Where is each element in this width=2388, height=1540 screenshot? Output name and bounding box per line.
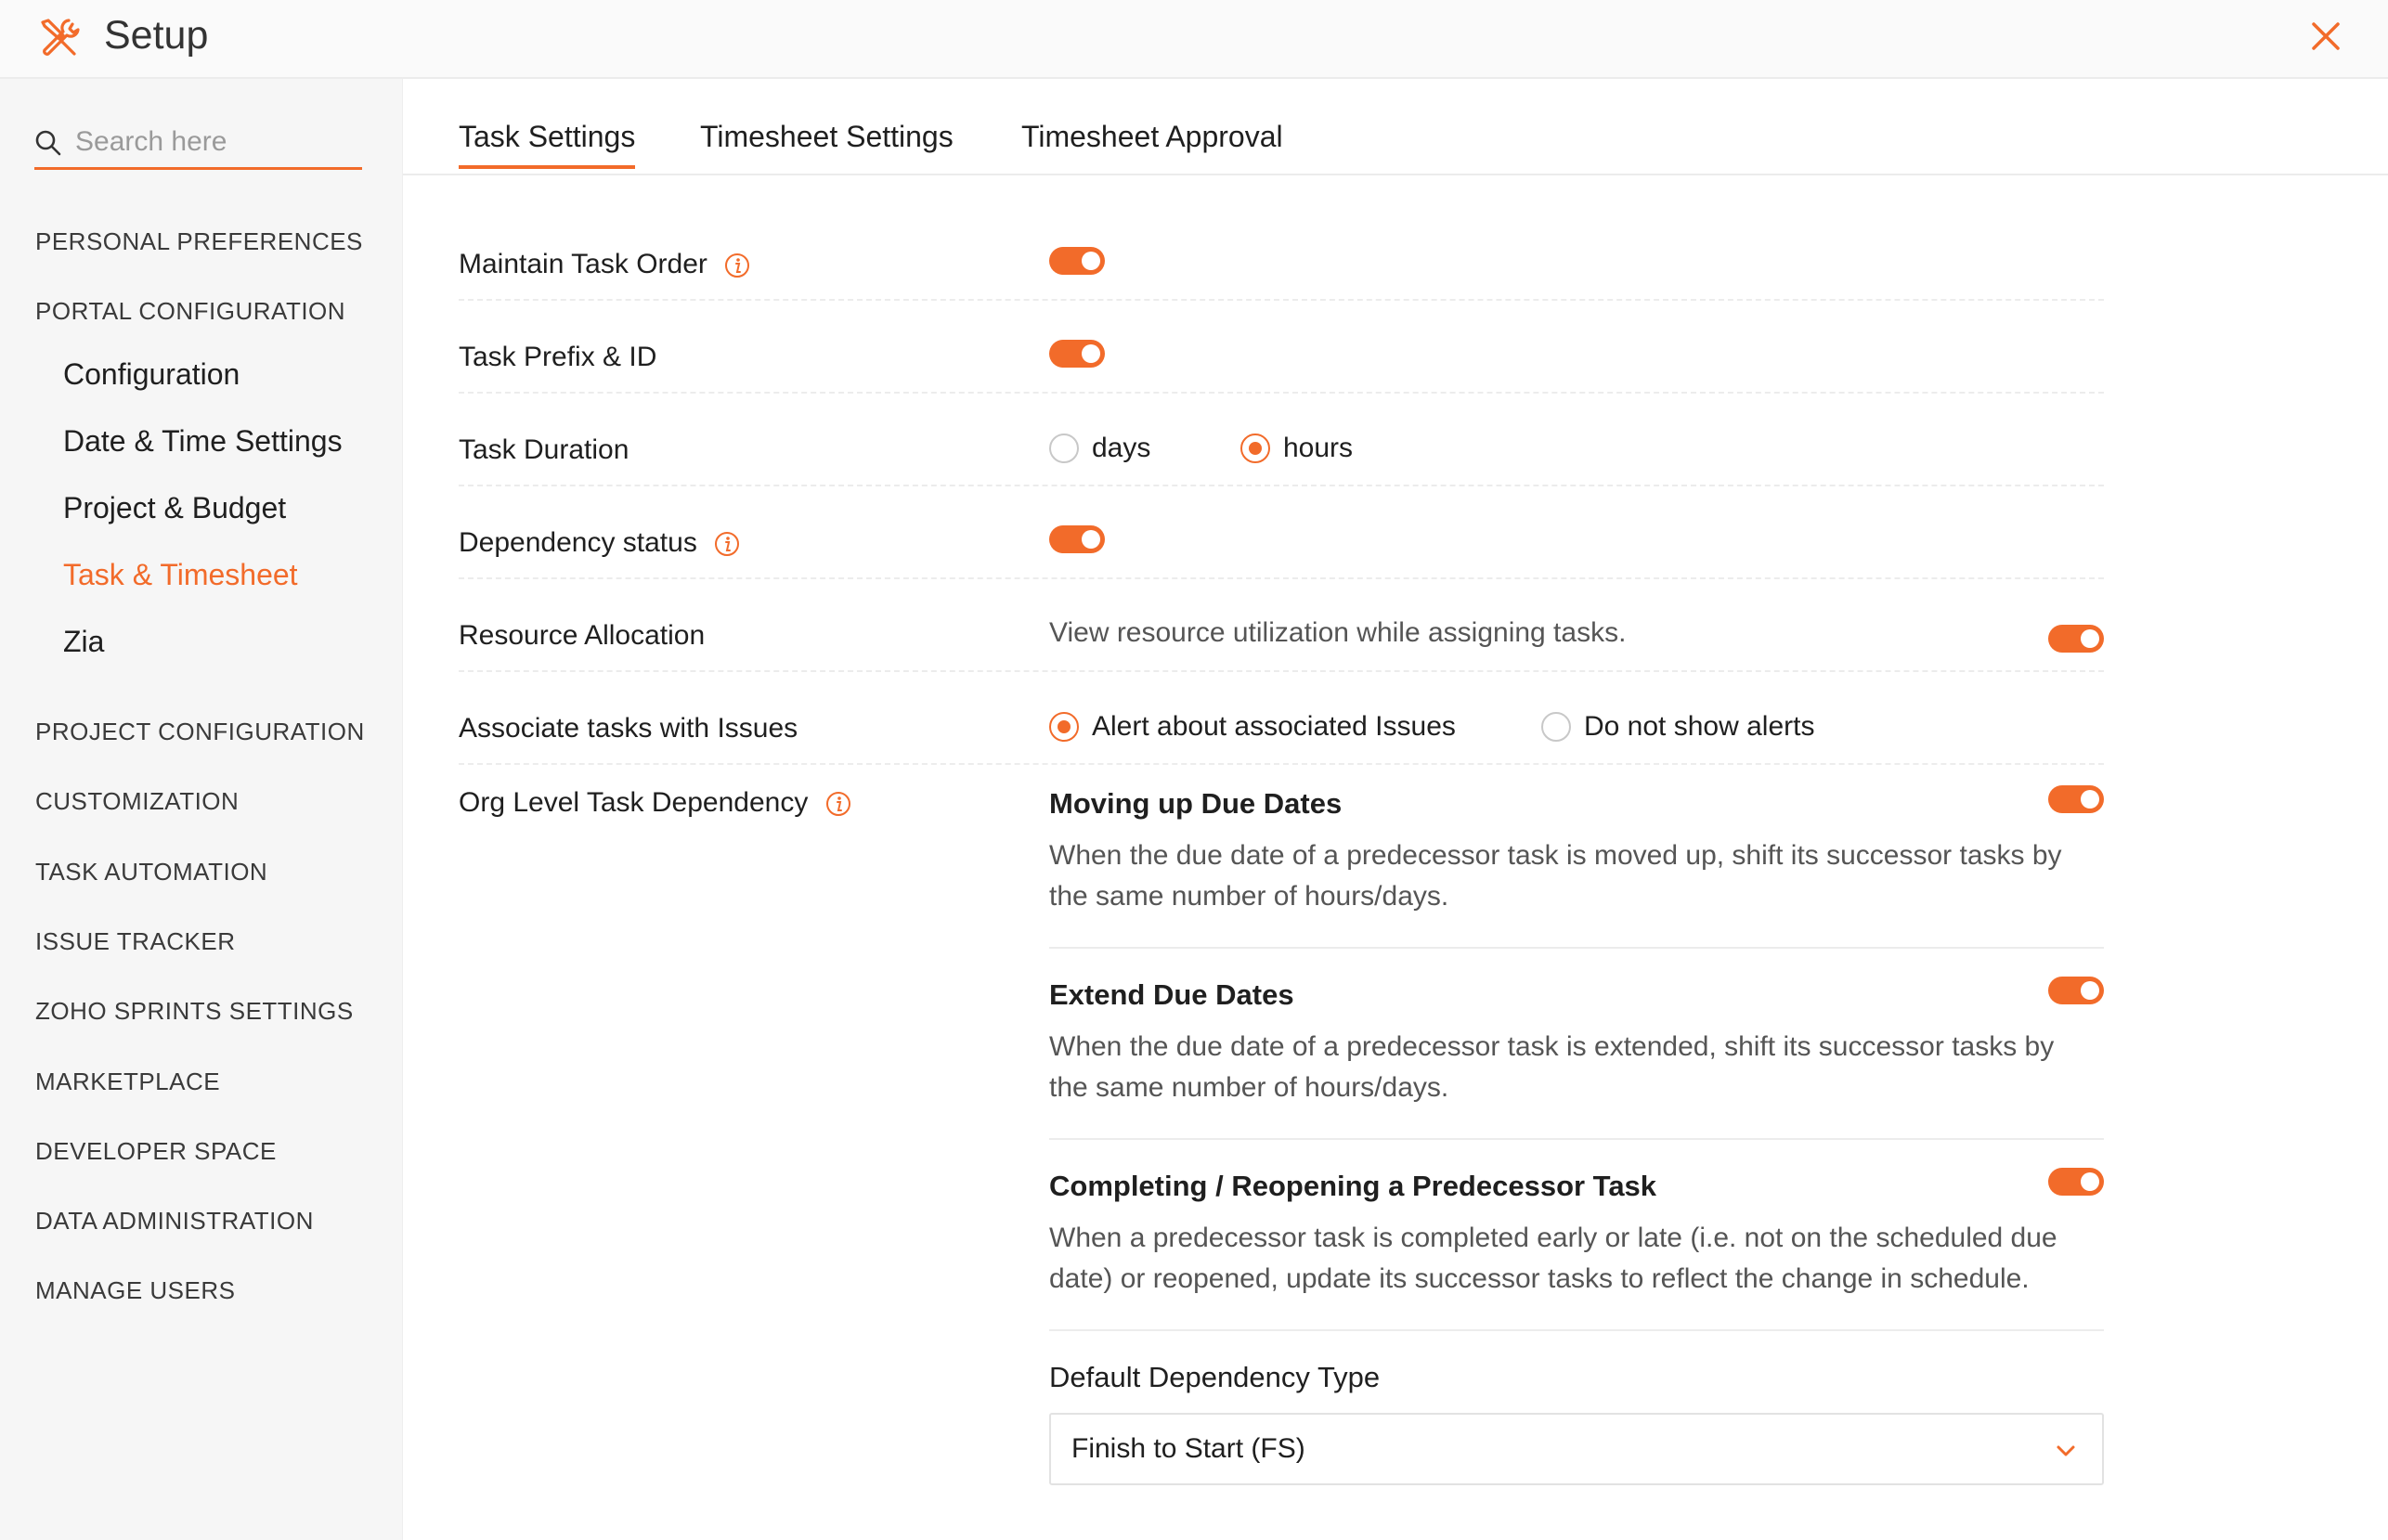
description-line: date) or reopened, update its successor tasks to reflect the change in schedule.	[1049, 1263, 2030, 1294]
radio-circle	[1541, 712, 1571, 742]
moving-up-due-dates-toggle[interactable]	[2048, 785, 2104, 813]
sidebar-section-customization[interactable]: CUSTOMIZATION	[35, 787, 240, 815]
sidebar-section-portal-configuration[interactable]: PORTAL CONFIGURATION	[35, 297, 346, 325]
tab-timesheet-approval[interactable]: Timesheet Approval	[1021, 120, 1283, 153]
radio-label: days	[1092, 433, 1151, 463]
dependency-status-toggle[interactable]	[1049, 525, 1105, 553]
description-line: the same number of hours/days.	[1049, 1072, 1449, 1103]
associate-issues-label: Associate tasks with Issues	[459, 713, 798, 744]
sidebar-section-project-configuration[interactable]: PROJECT CONFIGURATION	[35, 718, 365, 745]
search-input[interactable]	[75, 123, 354, 161]
sidebar-item-task-timesheet[interactable]: Task & Timesheet	[63, 558, 298, 591]
radio-circle	[1049, 434, 1079, 463]
task-duration-label: Task Duration	[459, 434, 629, 465]
default-dependency-type-label: Default Dependency Type	[1049, 1361, 1381, 1393]
radio-circle-selected	[1049, 712, 1079, 742]
resource-allocation-label: Resource Allocation	[459, 620, 706, 651]
radio-label: Alert about associated Issues	[1092, 711, 1456, 742]
row-divider	[459, 670, 2104, 672]
tab-task-settings[interactable]: Task Settings	[459, 120, 635, 169]
description-line: the same number of hours/days.	[1049, 881, 1449, 912]
do-not-show-alerts-radio[interactable]	[1541, 711, 1814, 743]
dependency-status-text: Dependency status	[459, 527, 697, 558]
org-dependency-text: Org Level Task Dependency	[459, 787, 809, 818]
resource-allocation-description: View resource utilization while assigning tasks.	[1049, 617, 1627, 648]
tab-bar	[403, 79, 2388, 175]
info-icon[interactable]	[714, 531, 740, 557]
sidebar-section-data-administration[interactable]: DATA ADMINISTRATION	[35, 1207, 314, 1235]
extend-due-dates-title: Extend Due Dates	[1049, 978, 1294, 1011]
sidebar-section-issue-tracker[interactable]: ISSUE TRACKER	[35, 927, 236, 955]
sub-divider	[1049, 1138, 2104, 1140]
row-divider	[459, 299, 2104, 301]
sidebar-section-personal-preferences[interactable]: PERSONAL PREFERENCES	[35, 227, 363, 255]
resource-allocation-toggle[interactable]	[2048, 625, 2104, 653]
radio-label: hours	[1283, 433, 1354, 463]
row-divider	[459, 577, 2104, 579]
info-icon[interactable]	[825, 791, 851, 817]
completing-reopening-description	[1049, 1218, 2057, 1300]
sidebar-section-zoho-sprints-settings[interactable]: ZOHO SPRINTS SETTINGS	[35, 997, 354, 1025]
extend-due-dates-toggle[interactable]	[2048, 977, 2104, 1004]
moving-up-due-dates-description	[1049, 835, 2062, 917]
description-line: When the due date of a predecessor task is extended, shift its successor tasks by	[1049, 1031, 2055, 1062]
chevron-down-icon	[2054, 1439, 2078, 1463]
task-prefix-label: Task Prefix & ID	[459, 342, 657, 372]
maintain-task-order-label	[459, 249, 750, 280]
maintain-task-order-toggle[interactable]	[1049, 247, 1105, 275]
sidebar-section-manage-users[interactable]: MANAGE USERS	[35, 1276, 236, 1304]
sub-divider	[1049, 947, 2104, 949]
close-icon[interactable]	[2308, 19, 2343, 54]
info-icon[interactable]	[724, 252, 750, 278]
completing-reopening-toggle[interactable]	[2048, 1168, 2104, 1196]
search-icon	[34, 129, 62, 157]
row-divider	[459, 485, 2104, 486]
extend-due-dates-description	[1049, 1027, 2054, 1108]
radio-circle-selected	[1240, 434, 1270, 463]
description-line: When the due date of a predecessor task is moved up, shift its successor tasks by	[1049, 840, 2062, 871]
sidebar-item-configuration[interactable]: Configuration	[63, 357, 240, 391]
sidebar-section-marketplace[interactable]: MARKETPLACE	[35, 1068, 221, 1095]
sidebar-item-zia[interactable]: Zia	[63, 625, 105, 658]
description-line: When a predecessor task is completed early or late (i.e. not on the scheduled due	[1049, 1223, 2057, 1253]
task-prefix-toggle[interactable]	[1049, 340, 1105, 368]
sidebar-section-task-automation[interactable]: TASK AUTOMATION	[35, 858, 268, 886]
task-duration-days-radio[interactable]	[1049, 433, 1150, 464]
completing-reopening-title: Completing / Reopening a Predecessor Task	[1049, 1170, 1657, 1202]
row-divider	[459, 763, 2104, 765]
tab-timesheet-settings[interactable]: Timesheet Settings	[700, 120, 954, 153]
default-dependency-type-select[interactable]	[1049, 1413, 2104, 1485]
row-divider	[459, 392, 2104, 394]
select-value: Finish to Start (FS)	[1071, 1433, 1305, 1464]
header	[0, 0, 2388, 79]
task-duration-hours-radio[interactable]	[1240, 433, 1353, 464]
dependency-status-label	[459, 527, 740, 559]
sidebar-item-date-time-settings[interactable]: Date & Time Settings	[63, 424, 343, 458]
page-title: Setup	[104, 13, 209, 58]
sidebar-item-project-budget[interactable]: Project & Budget	[63, 491, 287, 524]
tools-icon	[37, 17, 80, 59]
search-box	[34, 118, 362, 170]
maintain-task-order-text: Maintain Task Order	[459, 249, 707, 279]
org-dependency-label	[459, 787, 851, 819]
alert-associated-issues-radio[interactable]	[1049, 711, 1456, 743]
sidebar-section-developer-space[interactable]: DEVELOPER SPACE	[35, 1137, 277, 1165]
radio-label: Do not show alerts	[1584, 711, 1815, 742]
moving-up-due-dates-title: Moving up Due Dates	[1049, 787, 1343, 820]
sidebar	[0, 79, 403, 1540]
sub-divider	[1049, 1329, 2104, 1331]
